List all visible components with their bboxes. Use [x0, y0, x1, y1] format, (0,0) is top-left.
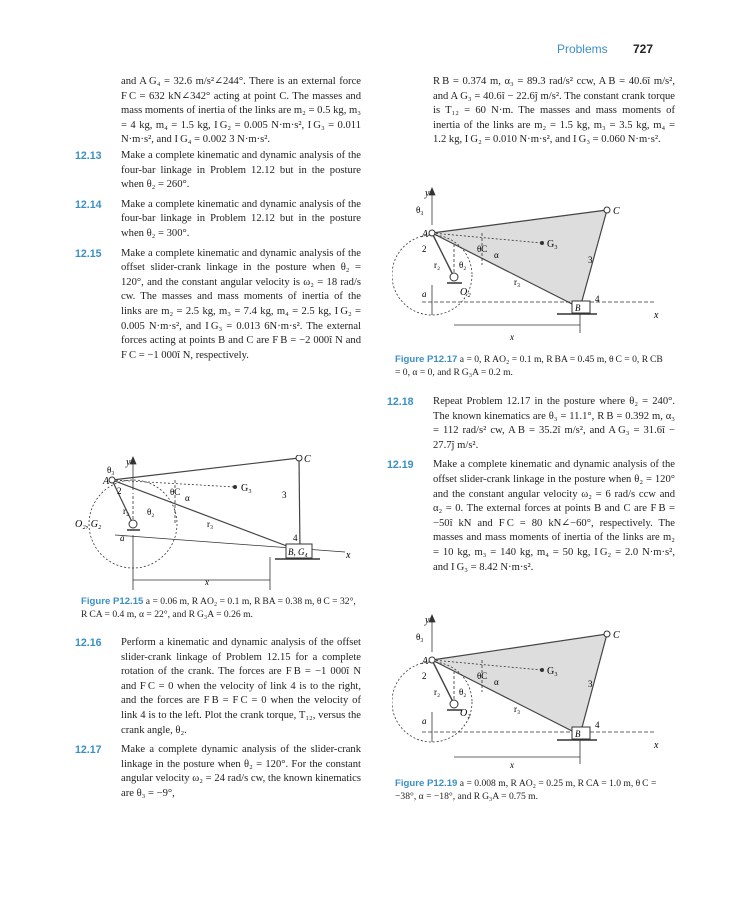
label-r2: r₂: [123, 506, 130, 516]
label-link-2: 2: [422, 244, 427, 254]
label-g3: G₃: [241, 483, 252, 494]
problem-text: Repeat Problem 12.17 in the posture where θ₂ = 240°. The known kinematics are θ₃ = 11.1°, R B = 0.392 m, α₃ = 112 rad/s² cw, A B = 35.2î m/s², and A G₃ = 31.6î − 27.7ĵ m/s².: [433, 396, 675, 451]
left-column: [75, 75, 361, 363]
caption-text: a = 0.008 m, R AO₂ = 0.25 m, R CA = 1.0 m, θ C = −38°, α = −18°, and R G₃A = 0.75 m.: [395, 778, 657, 802]
link-3-body: [432, 210, 607, 308]
link-3-body: [432, 634, 607, 735]
label-theta-c: θC: [170, 487, 181, 497]
label-g3: G₃: [547, 666, 558, 677]
caption-label: Figure P12.19: [395, 778, 458, 789]
problem-number: 12.17: [75, 744, 102, 757]
y-axis-arrow: [429, 188, 435, 195]
label-link-4: 4: [595, 720, 600, 730]
caption-p12-19: [395, 777, 665, 803]
link-3-bottom: [112, 480, 300, 551]
label-r3: r₃: [514, 277, 521, 287]
label-g3: G₃: [547, 239, 558, 250]
left-column-lower: [75, 636, 361, 802]
label-x-axis: x: [654, 310, 659, 321]
problem-text: Make a complete kinematic and dynamic analysis of the offset slider-crank linkage in the posture when θ₂ = 120° and the constant angular velocity ω₂ = 6 rad/s ccw and α₂ = 0. The external forces at points B and C are F B = −50î kN and F C = 80 kN∠−60°, respectively. The masses and mass moments of inertia of the links are m₂ = 10 kg, m₃ = 140 kg, m₄ = 50 kg, I G₂ = 2.0 N·m·s², and I G₃ = 8.42 N·m·s².: [433, 459, 675, 573]
label-y: y: [425, 615, 430, 626]
label-theta2: θ₂: [147, 507, 155, 517]
label-link-3: 3: [282, 490, 287, 500]
problem-text: Make a complete kinematic and dynamic analysis of the offset slider-crank linkage in the posture when θ₂ = 120°, and the constant angular velocity is ω₂ = 18 rad/s cw. The masses and mass moments of inertia of the links are m₂ = 2.5 kg, m₃ = 7.4 kg, m₄ = 2.5 kg, I G₂ = 0.005 N·m·s², and I G₃ = 0.013 6N·m·s². The external forces acting at points B and C are F B = −2 000î N and F C = −1 000î N, respectively.: [121, 247, 361, 361]
problem-12-16: [75, 636, 361, 738]
label-x-dim: x: [205, 577, 209, 587]
label-alpha: α: [494, 677, 499, 687]
problem-number: 12.13: [75, 149, 102, 162]
right-column-top: [433, 75, 675, 148]
label-a-offset: a: [422, 716, 427, 726]
label-x-dim: x: [510, 332, 514, 342]
point-c: [604, 631, 610, 637]
point-g3: [540, 668, 544, 672]
caption-label: Figure P12.15: [81, 596, 144, 607]
label-a-offset: a: [422, 289, 427, 299]
label-a-joint: A: [103, 476, 110, 487]
problem-text: Make a complete kinematic and dynamic analysis of the four-bar linkage in Problem 12.12 but in the posture when θ₂ = 260°.: [121, 149, 361, 191]
joint-a: [429, 230, 435, 236]
label-alpha: α: [494, 250, 499, 260]
section-title: Problems: [556, 42, 608, 56]
point-c: [604, 207, 610, 213]
label-b: B: [575, 303, 581, 313]
label-theta3: θ₃: [107, 465, 115, 475]
label-link-4: 4: [293, 533, 298, 543]
label-theta2: θ₂: [459, 687, 467, 697]
label-a-offset: a: [120, 533, 125, 543]
caption-label: Figure P12.17: [395, 354, 458, 365]
g3-line: [112, 480, 235, 487]
pivot-o2: [450, 273, 458, 281]
label-link-2: 2: [117, 486, 122, 496]
joint-a: [109, 477, 115, 483]
problem-number: 12.15: [75, 247, 102, 260]
label-link-2: 2: [422, 671, 427, 681]
link-3-top: [112, 458, 299, 480]
y-axis-arrow: [130, 457, 136, 464]
label-x-dim: x: [510, 760, 514, 770]
joint-a: [429, 657, 435, 663]
problem-12-19: [387, 458, 675, 575]
figure-p12-19-diagram: [392, 612, 682, 770]
label-link-3: 3: [588, 679, 593, 689]
label-o2-g2: O₂, G₂: [75, 519, 102, 530]
intro-paragraph: and A G₄ = 32.6 m/s²∠244°. There is an external force F C = 632 kN∠342° acting at point C. The masses and mass moments of inertia of the links are m₂ = 0.5 kg, m₃ = 4 kg, m₄ = 1.5 kg, I G₂ = 0.005 N·m·s², I G₃ = 0.011 N·m·s², and I G₄ = 0.002 3 N·m·s².: [121, 76, 361, 146]
problem-12-13: [75, 149, 361, 193]
problem-text: Make a complete dynamic analysis of the slider-crank linkage in the posture when θ₂ = 120°. For the constant angular velocity ω₂ = 24 rad/s cw, the known kinematics are θ₃ = −9°,: [121, 744, 361, 799]
label-r3: r₃: [514, 704, 521, 714]
label-r2: r₂: [434, 260, 441, 270]
label-a-joint: A: [422, 656, 429, 667]
problem-number: 12.14: [75, 198, 102, 211]
problem-12-14: [75, 198, 361, 242]
label-theta3: θ₃: [416, 205, 424, 215]
pivot-o2: [450, 700, 458, 708]
running-header: [557, 42, 653, 56]
caption-text: a = 0.06 m, R AO₂ = 0.1 m, R BA = 0.38 m, θ C = 32°, R CA = 0.4 m, α = 22°, and R G₃A = 0.26 m.: [81, 596, 356, 620]
label-theta3: θ₃: [416, 632, 424, 642]
label-a-joint: A: [422, 229, 429, 240]
caption-text: a = 0, R AO₂ = 0.1 m, R BA = 0.45 m, θ C = 0, R CB = 0, α = 0, and R G₃A = 0.2 m.: [395, 354, 663, 378]
label-r2: r₂: [434, 687, 441, 697]
problem-number: 12.18: [387, 396, 414, 408]
point-c: [296, 455, 302, 461]
label-c: C: [304, 455, 311, 465]
label-y: y: [425, 188, 430, 199]
problem-12-18: [387, 395, 675, 453]
label-o2: O₂: [460, 287, 471, 298]
label-y: y: [126, 457, 131, 468]
label-x-axis: x: [346, 550, 351, 561]
label-b-g4: B, G₄: [288, 547, 308, 557]
label-link-4: 4: [595, 294, 600, 304]
point-g3: [540, 241, 544, 245]
figure-p12-15-diagram: [75, 455, 370, 590]
caption-p12-15: [81, 595, 366, 621]
problem-12-15: [75, 247, 361, 364]
label-alpha: α: [185, 493, 190, 503]
label-c: C: [613, 630, 620, 641]
page-number: 727: [632, 42, 653, 56]
continued-paragraph: R B = 0.374 m, α₃ = 89.3 rad/s² ccw, A B = 40.6î m/s², and A G₃ = 40.6î − 22.6ĵ m/s². The constant crank torque is T₁₂ = 60 N·m. The masses and mass moments of inertia of the links are m₂ = 1.5 kg, m₃ = 3.5 kg, m₄ = 1.2 kg, I G₂ = 0.010 N·m·s², and I G₃ = 0.060 N·m·s².: [433, 76, 675, 146]
label-theta-c: θC: [477, 244, 488, 254]
problem-number: 12.19: [387, 459, 414, 472]
label-r3: r₃: [207, 519, 214, 529]
label-o2: O₂: [460, 708, 471, 719]
caption-p12-17: [395, 353, 665, 379]
problem-text: Make a complete kinematic and dynamic analysis of the four-bar linkage in Problem 12.12 but in the posture when θ₂ = 300°.: [121, 198, 361, 239]
figure-p12-17-diagram: [392, 185, 682, 345]
label-c: C: [613, 206, 620, 217]
label-theta-c: θC: [477, 671, 488, 681]
problem-text: Perform a kinematic and dynamic analysis of the offset slider-crank linkage of Problem 12.15 for a complete rotation of the crank. The forces are F B = −1 000î N and F C = 0 when the velocity of link 4 is to the right, and the forces are F B = F C = 0 when the velocity of link 4 is to the left. Plot the crank torque, T₁₂, versus the crank angle, θ₂.: [121, 637, 361, 736]
label-x-axis: x: [654, 740, 659, 751]
link-3-right: [299, 458, 300, 551]
point-g3: [233, 485, 237, 489]
label-b: B: [575, 729, 581, 739]
pivot-o2: [129, 520, 137, 528]
problem-number: 12.16: [75, 637, 102, 649]
y-axis-arrow: [429, 615, 435, 622]
problem-12-17: [75, 743, 361, 801]
label-link-3: 3: [588, 255, 593, 265]
right-column-middle: [387, 395, 675, 575]
label-theta2: θ₂: [459, 260, 467, 270]
